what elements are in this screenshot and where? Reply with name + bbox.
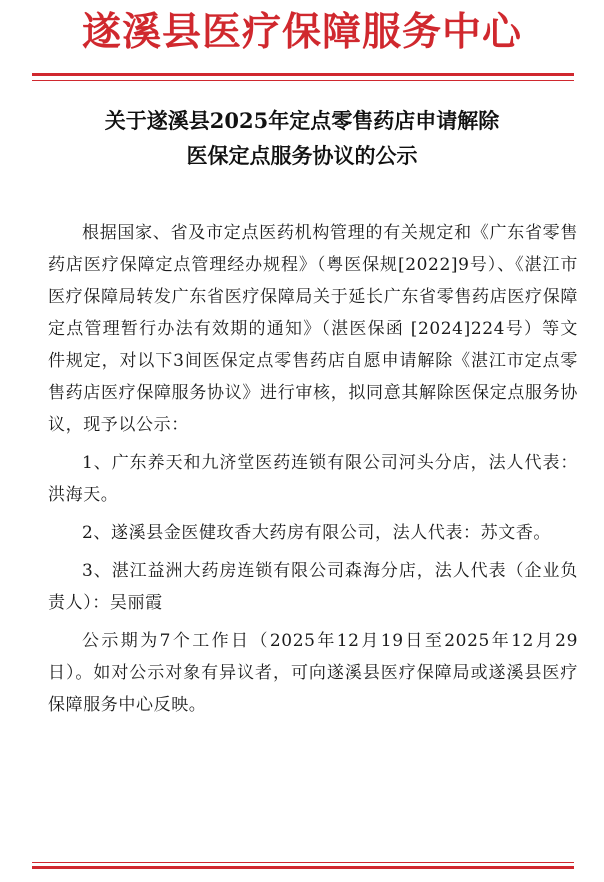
list-item: 1、广东养天和九济堂医药连锁有限公司河头分店，法人代表：洪海天。 (48, 453, 578, 505)
header-rule-thick (32, 73, 574, 76)
document-body (48, 217, 578, 721)
title-line-2: 医保定点服务协议的公示 (186, 143, 418, 168)
footer-rule-thick (32, 866, 574, 869)
org-masthead: 遂溪县医疗保障服务中心 (81, 9, 522, 55)
list-item: 3、湛江益洲大药房连锁有限公司森海分店，法人代表（企业负责人）：吴丽霞 (48, 561, 578, 613)
header-rule-thin (32, 80, 574, 81)
notice-paragraph: 公示期为7个工作日（2025年12月19日至2025年12月29日）。如对公示对象有异议者，可向遂溪县医疗保障局或遂溪县医疗保障服务中心反映。 (48, 631, 578, 715)
document-title (30, 103, 574, 173)
title-line-1: 关于遂溪县2025年定点零售药店申请解除 (104, 108, 500, 133)
intro-paragraph: 根据国家、省及市定点医药机构管理的有关规定和《广东省零售药店医疗保障定点管理经办规程》（粤医保规[2022]9号）、《湛江市医疗保障局转发广东省医疗保障局关于延长广东省零售药店医疗保障定点管理暂行办法有效期的通知》（湛医保函 [2024]224号）等文件规定，对以下3间医保定点零售药店自愿申请解除《湛江市定点零售药店医疗保障服务协议》进行审核，拟同意其解除医保定点服务协议，现予以公示： (48, 223, 578, 435)
list-item: 2、遂溪县金医健玫香大药房有限公司，法人代表：苏文香。 (82, 523, 552, 543)
footer-rule-thin (32, 862, 574, 863)
